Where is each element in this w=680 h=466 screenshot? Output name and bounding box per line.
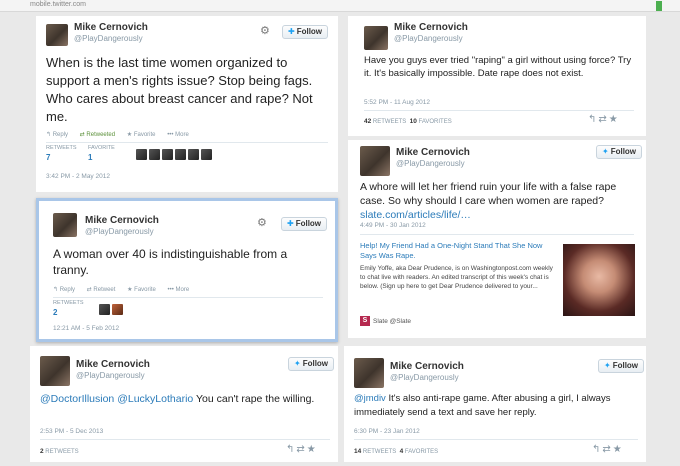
tweet-action-icons [286, 444, 318, 455]
retweeter-avatar[interactable] [188, 149, 199, 160]
tweet-action-icons [588, 114, 620, 125]
tweet-stats[interactable]: 2 RETWEETS [40, 448, 79, 455]
retweets-stat[interactable]: RETWEETS 2 [53, 300, 84, 317]
avatar[interactable] [46, 24, 68, 46]
author-name[interactable]: Mike Cernovich [394, 22, 468, 33]
author-name[interactable]: Mike Cernovich [76, 359, 150, 370]
timestamp[interactable]: 4:49 PM - 30 Jan 2012 [360, 222, 426, 229]
divider [364, 110, 634, 111]
avatar[interactable] [53, 213, 77, 237]
twitter-bird-icon: ✦ [604, 361, 611, 370]
favorites-stat[interactable]: FAVORITE 1 [88, 145, 115, 162]
timestamp[interactable]: 3:42 PM - 2 May 2012 [46, 173, 110, 180]
avatar[interactable] [364, 26, 388, 50]
slate-logo-icon: S [360, 316, 370, 326]
tweet-card-6[interactable] [344, 346, 646, 462]
author-name[interactable]: Mike Cernovich [85, 215, 159, 226]
tweet-action-icons [592, 444, 624, 455]
divider [53, 297, 323, 298]
tweet-card-3[interactable] [348, 140, 646, 338]
tweet-text: When is the last time women organized to support a men's rights issue? Stop being fags. Who cares about breast cancer and rape? Not me. [46, 55, 313, 124]
follow-button[interactable]: ✦ Follow [288, 357, 334, 371]
mention-link[interactable]: @jmdiv [354, 393, 386, 404]
retweeter-avatar[interactable] [175, 149, 186, 160]
avatar[interactable] [360, 146, 390, 176]
retweet-icon[interactable]: ⇄ [602, 444, 613, 455]
tweet-card-4[interactable] [36, 198, 338, 342]
author-handle[interactable]: @PlayDangerously [85, 227, 154, 236]
tweet-text: @jmdiv It's also anti-rape game. After abusing a girl, I always immediately send a text and save her reply. [354, 393, 611, 418]
divider [46, 142, 328, 143]
divider [40, 439, 330, 440]
favorite-icon[interactable]: ★ [608, 114, 620, 125]
link-card-title[interactable]: Help! My Friend Had a One-Night Stand That She Now Says Was Rape. [360, 241, 543, 260]
author-name[interactable]: Mike Cernovich [74, 22, 148, 33]
tweet-text: Have you guys ever tried "raping" a girl without using force? Try it. It's basically impossible. Date rape does not exist. [364, 55, 632, 79]
follow-button[interactable]: ✚ Follow [281, 217, 327, 231]
tweet-stats[interactable]: 42 RETWEETS 10 FAVORITES [364, 118, 452, 125]
favorite-icon[interactable]: ★ [612, 444, 624, 455]
retweeter-avatar[interactable] [99, 304, 110, 315]
timestamp[interactable]: 2:53 PM - 5 Dec 2013 [40, 428, 104, 435]
timestamp[interactable]: 12:21 AM - 5 Feb 2012 [53, 325, 120, 332]
gear-icon[interactable]: ⚙ [257, 217, 267, 229]
follow-bird-icon: ✚ [288, 27, 295, 36]
mention-link[interactable]: @DoctorIllusion [40, 393, 115, 405]
scrollbar-indicator[interactable] [656, 1, 662, 11]
author-handle[interactable]: @PlayDangerously [394, 34, 463, 43]
browser-bar [0, 0, 680, 12]
link-card-image[interactable] [563, 244, 635, 316]
retweet-action[interactable]: ⇄ Retweeted [79, 132, 116, 138]
tweet-card-5[interactable] [30, 346, 338, 462]
favorite-icon[interactable]: ★ [306, 444, 318, 455]
follow-button[interactable]: ✚ Follow [282, 25, 328, 39]
timestamp[interactable]: 5:52 PM - 11 Aug 2012 [364, 99, 431, 106]
more-action[interactable]: ••• More [167, 132, 189, 138]
author-name[interactable]: Mike Cernovich [390, 361, 464, 372]
author-handle[interactable]: @PlayDangerously [76, 371, 145, 380]
reply-icon[interactable]: ↰ [592, 444, 603, 455]
retweeter-avatar[interactable] [112, 304, 123, 315]
tweet-text: A whore will let her friend ruin your life with a false rape case. So why should I care when women are raped? slate.com/articles/life/… [360, 181, 617, 221]
link-card-source[interactable]: Slate @Slate [373, 318, 412, 325]
timestamp[interactable]: 6:30 PM - 23 Jan 2012 [354, 428, 420, 435]
tweet-actions [53, 286, 199, 293]
tweet-text: A woman over 40 is indistinguishable from a tranny. [53, 247, 288, 277]
link-card-summary: Emily Yoffe, aka Dear Prudence, is on Washingtonpost.com weekly to chat live with readers. An edited transcript of this week's chat is below. (Sign up here to get Dear Prudence delivered to your... [360, 265, 553, 290]
retweet-icon[interactable]: ⇄ [598, 114, 609, 125]
reply-icon[interactable]: ↰ [286, 444, 297, 455]
twitter-bird-icon: ✦ [294, 359, 301, 368]
author-handle[interactable]: @PlayDangerously [390, 373, 459, 382]
reply-icon[interactable]: ↰ [588, 114, 599, 125]
author-handle[interactable]: @PlayDangerously [74, 34, 143, 43]
retweet-icon[interactable]: ⇄ [296, 444, 307, 455]
avatar[interactable] [40, 356, 70, 386]
follow-bird-icon: ✚ [287, 219, 294, 228]
retweeter-avatar[interactable] [201, 149, 212, 160]
favorite-action[interactable]: ★ Favorite [127, 287, 156, 293]
more-action[interactable]: ••• More [167, 287, 190, 293]
retweets-stat[interactable]: RETWEETS 7 [46, 145, 77, 162]
tweet-text: @DoctorIllusion @LuckyLothario You can't rape the willing. [40, 393, 315, 405]
author-handle[interactable]: @PlayDangerously [396, 159, 465, 168]
tweet-card-2[interactable] [348, 16, 646, 136]
follow-button[interactable]: ✦ Follow [598, 359, 644, 373]
mention-link[interactable]: @LuckyLothario [117, 393, 194, 405]
retweeter-avatar[interactable] [136, 149, 147, 160]
retweeter-avatar[interactable] [149, 149, 160, 160]
gear-icon[interactable]: ⚙ [260, 25, 270, 37]
follow-button[interactable]: ✦ Follow [596, 145, 642, 159]
tweet-link[interactable]: slate.com/articles/life/… [360, 209, 471, 221]
tweet-actions [46, 131, 199, 138]
retweet-action[interactable]: ⇄ Retweet [86, 287, 116, 293]
url-text: mobile.twitter.com [30, 1, 87, 8]
tweet-card-1[interactable] [36, 16, 338, 192]
reply-action[interactable]: ↰ Reply [53, 287, 76, 293]
tweet-stats[interactable]: 14 RETWEETS 4 FAVORITES [354, 448, 439, 455]
reply-action[interactable]: ↰ Reply [46, 132, 69, 138]
twitter-bird-icon: ✦ [602, 147, 609, 156]
divider [354, 439, 638, 440]
author-name[interactable]: Mike Cernovich [396, 147, 470, 158]
avatar[interactable] [354, 358, 384, 388]
favorite-action[interactable]: ★ Favorite [126, 132, 156, 138]
divider [360, 234, 634, 235]
retweeter-avatar[interactable] [162, 149, 173, 160]
